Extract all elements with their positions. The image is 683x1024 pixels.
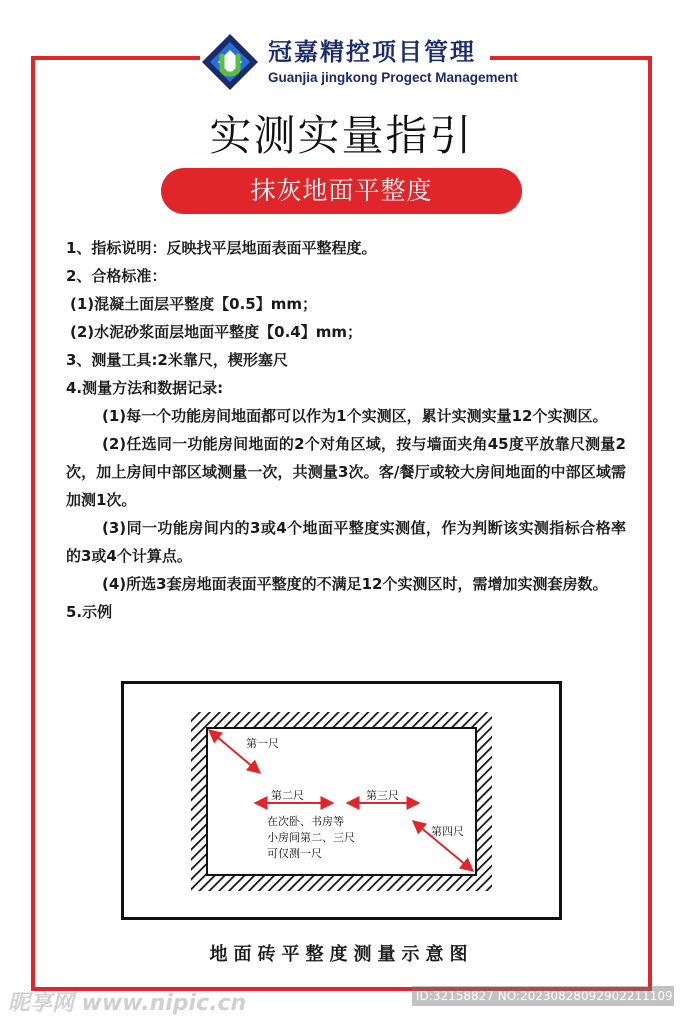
ruler-1-label: 第一尺 <box>246 737 279 750</box>
item-indicator: 1、指标说明：反映找平层地面表面平整程度。 <box>66 239 377 257</box>
item-standard-concrete: (1)混凝土面层平整度【0.5】mm； <box>70 295 317 313</box>
item-tools: 3、测量工具:2米靠尺，楔形塞尺 <box>66 351 288 369</box>
diagram-note-line-2: 小房间第二、三尺 <box>267 831 355 844</box>
diagram-note-line-1: 在次卧、书房等 <box>267 815 344 828</box>
method-step-3: (3)同一功能房间内的3或4个地面平整度实测值，作为判断该实测指标合格率的3或4个计算点。 <box>66 519 626 565</box>
brand-name-en: Guanjia jingkong Progect Management <box>268 70 518 85</box>
brand-name-cn: 冠嘉精控项目管理 <box>268 37 476 66</box>
instruction-body <box>66 234 626 626</box>
item-standard-mortar: (2)水泥砂浆面层地面平整度【0.4】mm； <box>70 323 362 341</box>
ruler-4-label: 第四尺 <box>431 825 464 838</box>
diagram-note-line-3: 可仅测一尺 <box>267 847 322 860</box>
brand-logo-icon <box>200 32 260 92</box>
method-step-1: (1)每一个功能房间地面都可以作为1个实测区，累计实测实量12个实测区。 <box>102 407 608 425</box>
brand-header <box>200 30 518 94</box>
item-standard: 2、合格标准： <box>66 267 167 285</box>
watermark-left: 昵享网 www.nipic.cn <box>8 991 247 1016</box>
item-example: 5.示例 <box>66 603 113 621</box>
ruler-2-label: 第二尺 <box>271 789 304 802</box>
method-step-4: (4)所选3套房地面表面平整度的不满足12个实测区时，需增加实测套房数。 <box>102 575 608 593</box>
method-step-2: (2)任选同一功能房间地面的2个对角区域，按与墙面夹角45度平放靠尺测量2次，加上房间中部区域测量一次，共测量3次。客/餐厅或较大房间地面的中部区域需加测1次。 <box>66 435 626 509</box>
subtitle-banner: 抹灰地面平整度 <box>161 168 522 214</box>
item-method: 4.测量方法和数据记录: <box>66 379 224 397</box>
watermark-id-bar: ID:32158827 NO:20230828092902211109 <box>412 986 674 1006</box>
room-floor <box>207 728 476 875</box>
page-title: 实测实量指引 <box>209 111 474 160</box>
ruler-3-label: 第三尺 <box>366 789 399 802</box>
diagram-caption: 地面砖平整度测量示意图 <box>209 944 474 965</box>
measurement-diagram <box>121 681 562 920</box>
